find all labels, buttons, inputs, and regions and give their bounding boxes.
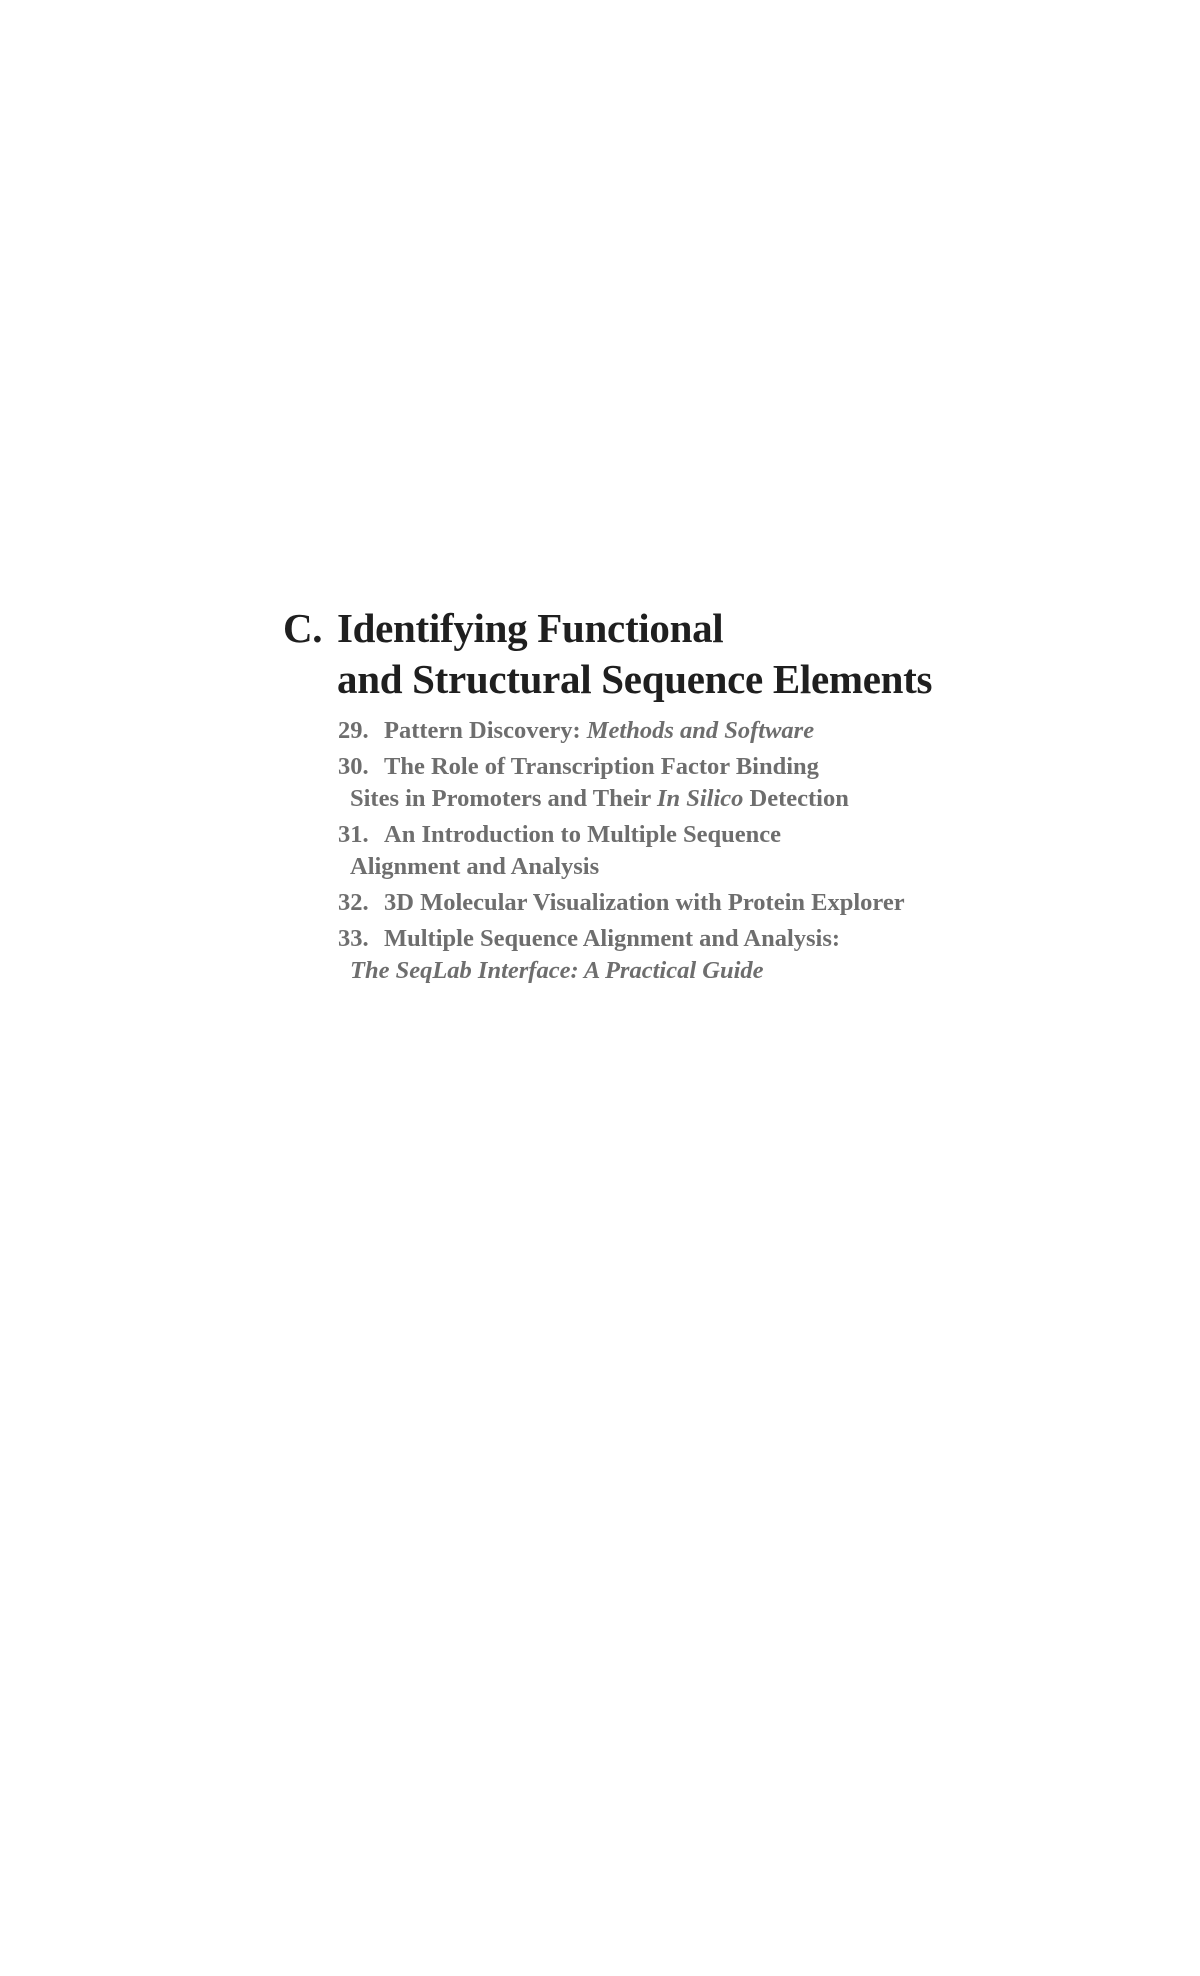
part-letter: C. (283, 605, 323, 651)
chapter-title: Multiple Sequence Alignment and Analysis: (384, 925, 841, 952)
chapter-title-part: Detection (743, 785, 849, 812)
chapter-title-continued-italic: The SeqLab Interface: A Practical Guide (350, 957, 764, 984)
part-heading (283, 603, 932, 705)
chapter-title-continued (350, 783, 905, 815)
chapter-31 (338, 819, 905, 883)
chapter-30 (338, 751, 905, 815)
chapter-number: 31. (338, 821, 369, 848)
chapter-title: The Role of Transcription Factor Binding (384, 753, 819, 780)
chapter-29 (338, 715, 905, 747)
chapter-list (338, 715, 905, 991)
chapter-32 (338, 887, 905, 919)
chapter-title: An Introduction to Multiple Sequence (384, 821, 782, 848)
chapter-title-italic: Methods and Software (586, 717, 815, 744)
part-title-line2: and Structural Sequence Elements (337, 656, 933, 702)
chapter-title: 3D Molecular Visualization with Protein Explorer (384, 889, 905, 916)
chapter-33 (338, 923, 905, 987)
chapter-number: 30. (338, 753, 369, 780)
chapter-number: 33. (338, 925, 369, 952)
chapter-title-continued: Alignment and Analysis (350, 853, 600, 880)
chapter-number: 32. (338, 889, 369, 916)
part-title-line1: Identifying Functional (337, 605, 724, 651)
chapter-title: Pattern Discovery: (384, 717, 587, 744)
chapter-title-part: Sites in Promoters and Their (350, 785, 657, 812)
chapter-title-italic: In Silico (656, 785, 744, 812)
chapter-number: 29. (338, 717, 369, 744)
